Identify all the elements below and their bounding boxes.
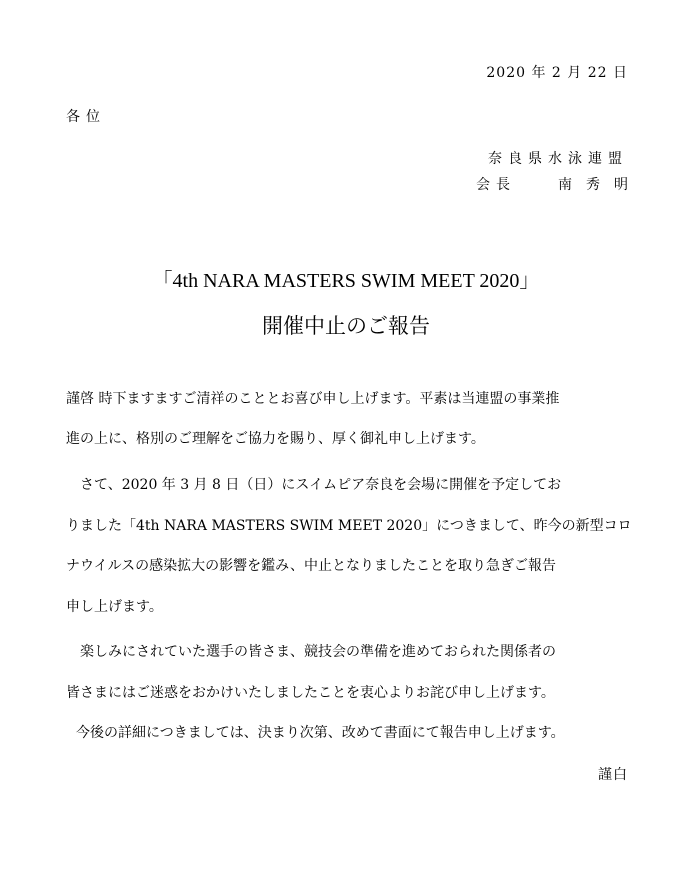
closing-salutation: 謹白 bbox=[598, 767, 628, 783]
chair-name: 南秀明 bbox=[558, 177, 642, 193]
body-line: 今後の詳細につきましては、決まり次第、改めて書面にて報告申し上げます。 bbox=[76, 725, 565, 741]
body-line: 進の上に、格別のご理解をご協力を賜り、厚く御礼申し上げます。 bbox=[66, 431, 485, 447]
body-line: 楽しみにされていた選手の皆さま、競技会の準備を進めておられた関係者の bbox=[80, 644, 556, 660]
sender-chair bbox=[476, 176, 642, 194]
addressee: 各位 bbox=[66, 109, 106, 125]
body-line: さて、2020 年 3 月 8 日（日）にスイムピア奈良を会場に開催を予定してお bbox=[80, 477, 562, 493]
document-subject: 開催中止のご報告 bbox=[262, 314, 430, 338]
body-line: 皆さまにはご迷惑をおかけいたしましたことを衷心よりお詫び申し上げます。 bbox=[66, 685, 555, 701]
event-title: 「4th NARA MASTERS SWIM MEET 2020」 bbox=[152, 270, 540, 292]
sender-organization: 奈良県水泳連盟 bbox=[488, 151, 628, 167]
document-date: 2020 年 2 月 22 日 bbox=[486, 65, 628, 81]
body-line: 申し上げます。 bbox=[66, 599, 163, 615]
body-line: ナウイルスの感染拡大の影響を鑑み、中止となりましたことを取り急ぎご報告 bbox=[66, 558, 556, 574]
body-line: 謹啓 時下ますますご清祥のこととお喜び申し上げます。平素は当連盟の事業推 bbox=[66, 391, 560, 407]
chair-title: 会長 bbox=[476, 177, 516, 193]
body-line: りました「4th NARA MASTERS SWIM MEET 2020」につきまして、昨今の新型コロ bbox=[66, 518, 632, 534]
